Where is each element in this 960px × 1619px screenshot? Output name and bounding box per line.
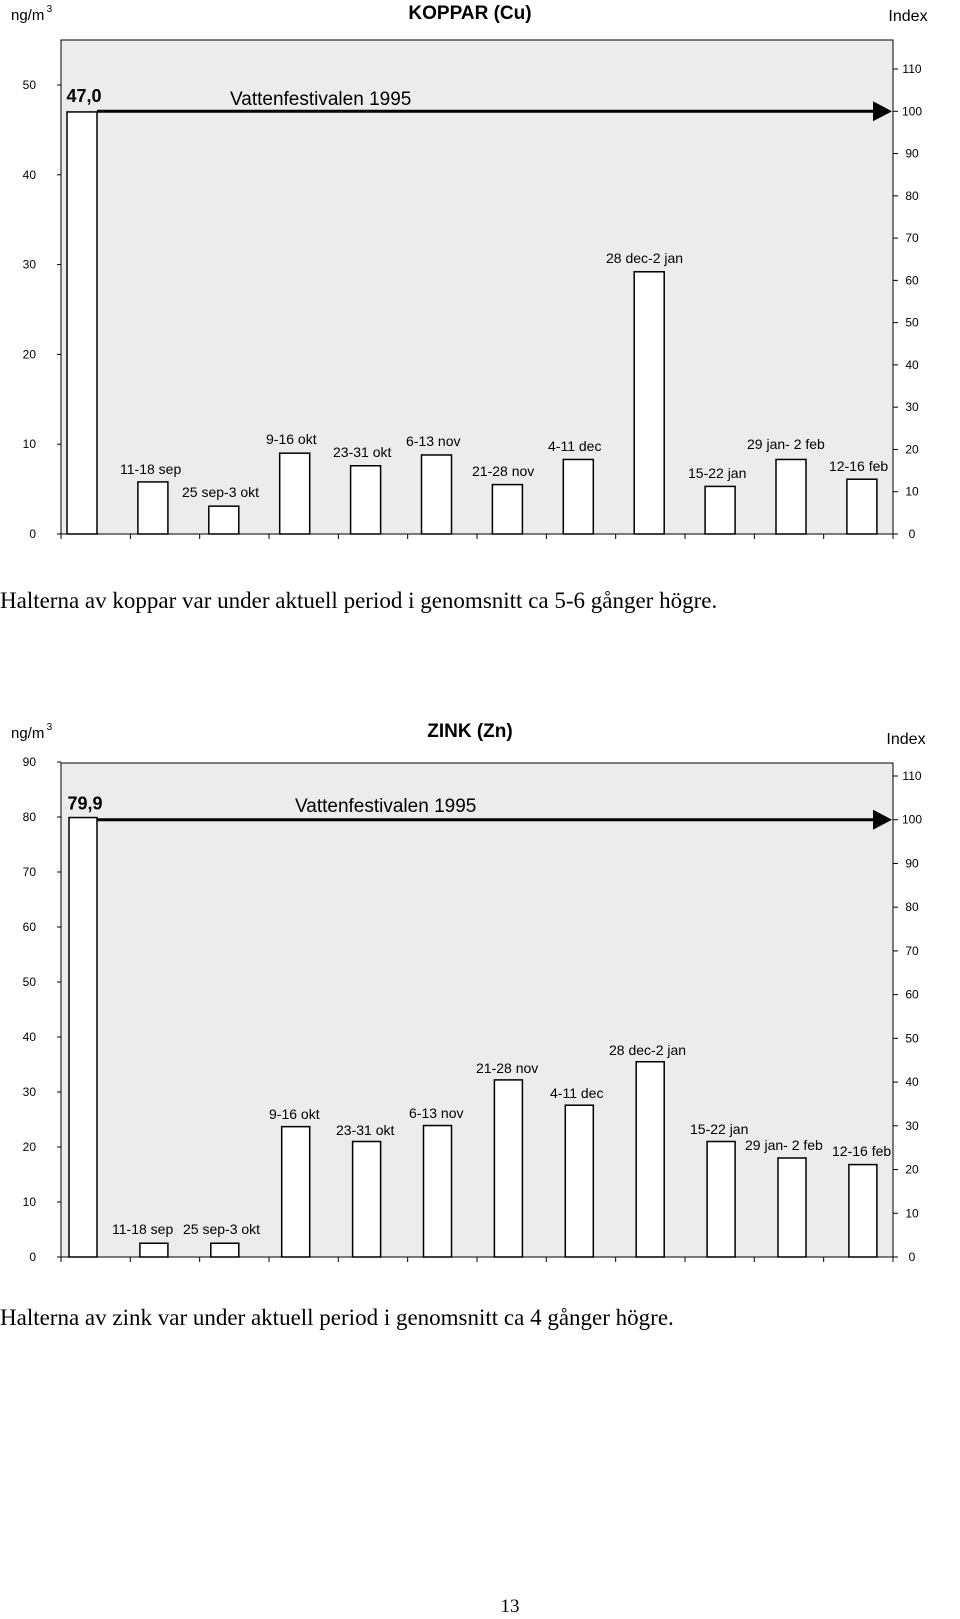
zinc-y-tick-label: 70	[22, 865, 36, 879]
zinc-category-label: 15-22 jan	[690, 1121, 749, 1137]
zinc-y2-tick-label: 50	[905, 1031, 919, 1046]
zinc-category-label: 12-16 feb	[832, 1143, 892, 1159]
copper-bar	[492, 485, 522, 534]
copper-y2-tick-label: 60	[905, 273, 919, 288]
zinc-bar	[707, 1142, 735, 1258]
zinc-y2-tick-label: 40	[905, 1075, 919, 1090]
copper-category-label: 28 dec-2 jan	[606, 250, 684, 266]
zinc-y-tick-label: 20	[22, 1140, 36, 1154]
copper-bar	[138, 482, 168, 534]
zinc-bar	[353, 1142, 381, 1258]
zinc-bar	[211, 1243, 239, 1257]
zinc-y-tick-label: 80	[22, 810, 36, 824]
zinc-plot-area	[61, 763, 893, 1257]
copper-category-label: 4-11 dec	[548, 438, 602, 454]
zinc-y-tick-label: 30	[22, 1085, 36, 1099]
zinc-y2-tick-label: 0	[908, 1250, 916, 1264]
zinc-y2-tick-label: 90	[905, 856, 919, 871]
zinc-bar	[69, 818, 97, 1257]
copper-y2-tick-label: 0	[908, 527, 916, 541]
zinc-caption: Halterna av zink var under aktuell period i genomsnitt ca 4 gånger högre.	[0, 1305, 674, 1330]
copper-category-label: 23-31 okt	[333, 444, 392, 460]
copper-caption: Halterna av koppar var under aktuell period i genomsnitt ca 5-6 gånger högre.	[0, 588, 718, 613]
copper-bar	[634, 272, 664, 534]
copper-bar	[209, 506, 239, 534]
zinc-data-label: 79,9	[67, 793, 103, 814]
copper-category-label: 11-18 sep	[120, 461, 182, 477]
copper-y2-tick-label: 110	[902, 62, 922, 76]
zinc-category-label: 9-16 okt	[269, 1106, 320, 1122]
zinc-y-axis-label-sup: 3	[46, 722, 53, 733]
copper-category-label: 9-16 okt	[266, 431, 317, 447]
copper-reference-label: Vattenfestivalen 1995	[230, 89, 412, 110]
zinc-bar	[282, 1127, 310, 1257]
zinc-bar	[140, 1243, 168, 1257]
zinc-y2-axis-label: Index	[886, 731, 926, 748]
copper-bar	[351, 466, 381, 534]
zinc-y-tick-label: 10	[22, 1195, 36, 1209]
zinc-category-label: 25 sep-3 okt	[183, 1221, 261, 1237]
copper-plot-area	[61, 40, 893, 534]
zinc-chart	[0, 705, 960, 1340]
zinc-category-label: 21-28 nov	[476, 1060, 539, 1076]
zinc-chart-title: ZINK (Zn)	[427, 721, 513, 742]
zinc-y2-tick-label: 100	[901, 812, 923, 827]
page-number: 13	[500, 1596, 520, 1617]
copper-y-tick-label: 10	[22, 437, 36, 452]
copper-y-tick-label: 0	[29, 527, 36, 541]
zinc-bar	[424, 1126, 452, 1257]
zinc-y2-tick-label: 60	[905, 987, 919, 1002]
zinc-category-label: 28 dec-2 jan	[609, 1042, 687, 1058]
zinc-y-tick-label: 50	[22, 975, 36, 989]
copper-y2-tick-label: 70	[905, 231, 919, 246]
copper-y2-tick-label: 40	[905, 357, 919, 372]
zinc-y2-tick-label: 10	[905, 1206, 919, 1221]
copper-y2-tick-label: 10	[905, 484, 919, 499]
copper-y-tick-label: 20	[22, 347, 36, 362]
copper-bar	[67, 112, 97, 534]
copper-bar	[705, 486, 735, 534]
zinc-y2-tick-label: 80	[905, 900, 919, 915]
zinc-category-label: 4-11 dec	[550, 1085, 604, 1101]
zinc-bar	[849, 1165, 877, 1257]
zinc-bar	[778, 1158, 806, 1257]
copper-y-tick-label: 30	[22, 257, 36, 272]
copper-bar	[280, 453, 310, 534]
copper-category-label: 21-28 nov	[472, 463, 535, 479]
copper-y-tick-label: 40	[22, 167, 36, 182]
copper-category-label: 25 sep-3 okt	[182, 484, 260, 500]
zinc-y-tick-label: 90	[22, 755, 36, 769]
zinc-category-label: 29 jan- 2 feb	[745, 1137, 823, 1153]
copper-category-label: 29 jan- 2 feb	[747, 436, 825, 452]
zinc-y-tick-label: 60	[22, 920, 36, 934]
copper-bar	[563, 459, 593, 534]
zinc-y-tick-label: 40	[22, 1030, 36, 1044]
zinc-bar	[494, 1080, 522, 1257]
copper-bar	[847, 479, 877, 534]
copper-category-label: 6-13 nov	[406, 433, 461, 449]
copper-y-axis-label-sup: 3	[46, 4, 53, 15]
zinc-y2-tick-label: 30	[905, 1118, 919, 1133]
zinc-reference-label: Vattenfestivalen 1995	[295, 796, 477, 817]
zinc-y2-tick-label: 20	[905, 1162, 919, 1177]
copper-y-tick-label: 50	[22, 78, 36, 92]
copper-y2-tick-label: 50	[905, 315, 919, 330]
copper-data-label: 47,0	[66, 85, 102, 106]
copper-category-label: 12-16 feb	[829, 458, 889, 474]
zinc-bar	[636, 1062, 664, 1257]
zinc-y2-tick-label: 70	[905, 943, 919, 958]
copper-y2-axis-label: Index	[888, 8, 928, 25]
copper-chart-title: KOPPAR (Cu)	[408, 3, 532, 24]
copper-y2-tick-label: 20	[905, 442, 919, 457]
copper-y2-tick-label: 80	[905, 188, 919, 203]
copper-y2-tick-label: 90	[905, 146, 919, 161]
copper-y2-tick-label: 30	[905, 400, 919, 415]
zinc-y-axis-label: ng/m	[11, 725, 45, 742]
copper-bar	[422, 455, 452, 534]
copper-y2-tick-label: 100	[901, 104, 923, 119]
copper-chart	[0, 0, 960, 560]
zinc-category-label: 11-18 sep	[112, 1221, 174, 1237]
zinc-y2-tick-label: 110	[902, 769, 922, 783]
zinc-category-label: 6-13 nov	[409, 1105, 464, 1121]
copper-category-label: 15-22 jan	[688, 465, 747, 481]
zinc-bar	[565, 1105, 593, 1257]
zinc-y-tick-label: 0	[29, 1250, 36, 1264]
zinc-category-label: 23-31 okt	[336, 1122, 395, 1138]
copper-y-axis-label: ng/m	[11, 7, 45, 24]
copper-bar	[776, 459, 806, 534]
